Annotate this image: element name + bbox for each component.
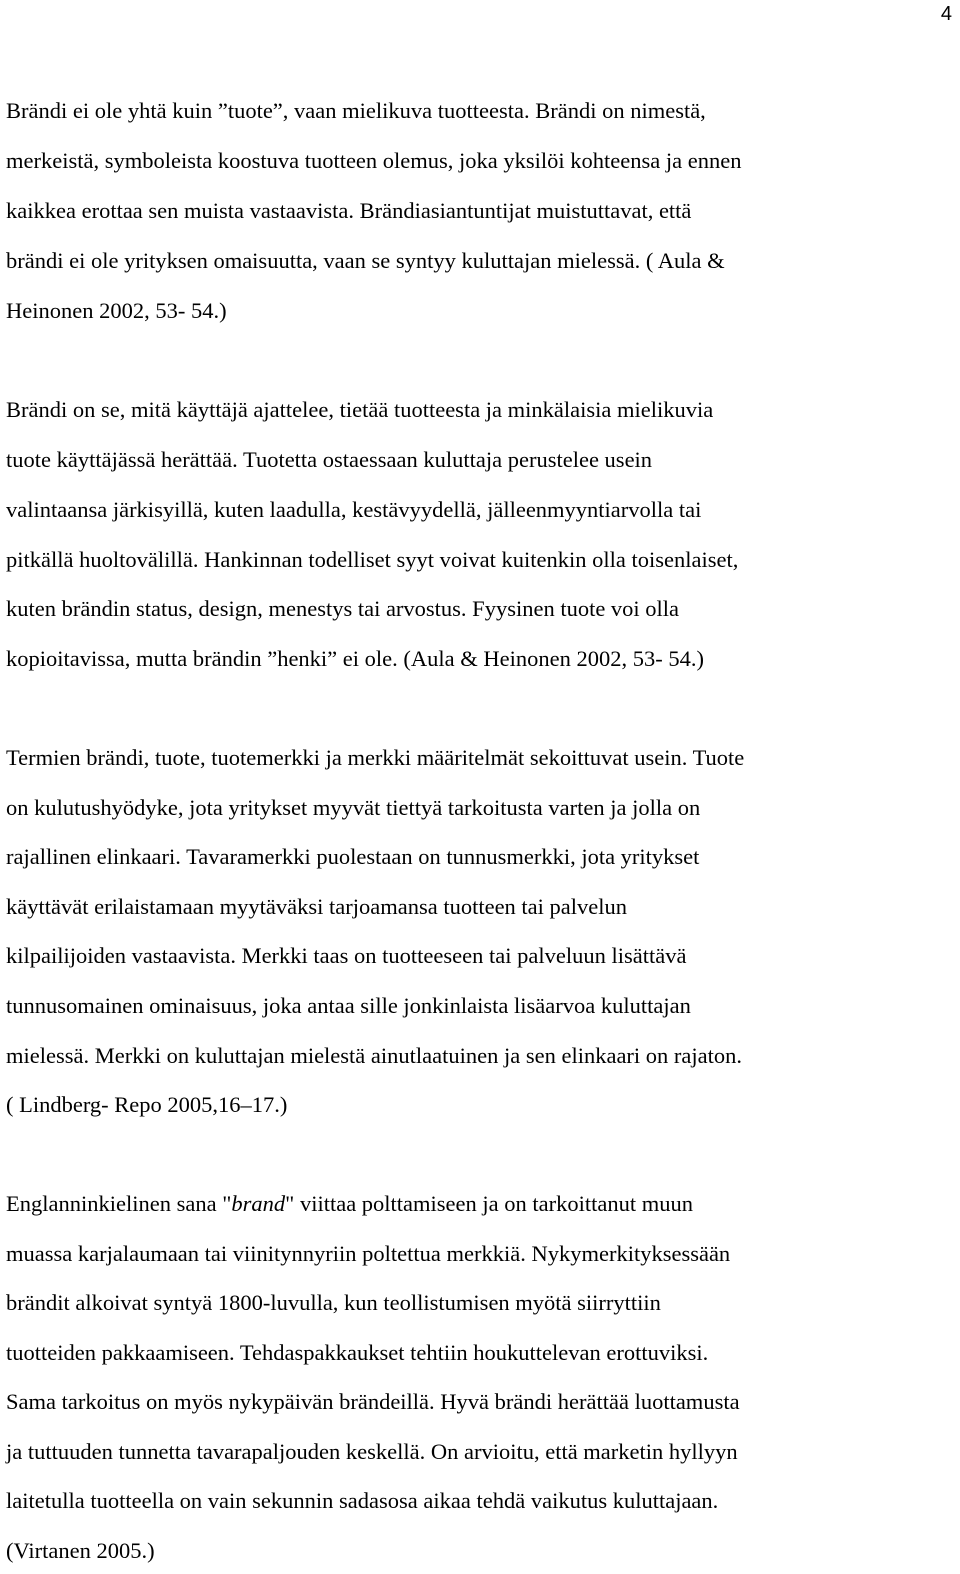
paragraph-line: tunnusomainen ominaisuus, joka antaa sille jonkinlaista lisäarvoa kuluttajan bbox=[6, 993, 691, 1018]
paragraph-line: tuotteiden pakkaamiseen. Tehdaspakkaukset tehtiin houkuttelevan erottuviksi. bbox=[6, 1340, 709, 1365]
paragraph-line: Termien brändi, tuote, tuotemerkki ja merkki määritelmät sekoittuvat usein. Tuote bbox=[6, 745, 745, 770]
page-number: 4 bbox=[940, 3, 952, 25]
paragraph-line: pitkällä huoltovälillä. Hankinnan todelliset syyt voivat kuitenkin olla toisenlaiset, bbox=[6, 547, 739, 572]
text-run: Englanninkielinen sana " bbox=[6, 1191, 232, 1216]
paragraph-line: valintaansa järkisyillä, kuten laadulla, kestävyydellä, jälleenmyyntiarvolla tai bbox=[6, 497, 702, 522]
paragraph-line: kuten brändin status, design, menestys tai arvostus. Fyysinen tuote voi olla bbox=[6, 596, 680, 621]
paragraph-line: brändit alkoivat syntyä 1800-luvulla, kun teollistumisen myötä siirryttiin bbox=[6, 1290, 661, 1315]
paragraph-line: muassa karjalaumaan tai viinitynnyriin poltettua merkkiä. Nykymerkityksessään bbox=[6, 1241, 731, 1266]
paragraph-line: käyttävät erilaistamaan myytäväksi tarjoamansa tuotteen tai palvelun bbox=[6, 894, 628, 919]
text-run: " viittaa polttamiseen ja on tarkoittanut muun bbox=[285, 1191, 693, 1216]
paragraph-line: brändi ei ole yrityksen omaisuutta, vaan se syntyy kuluttajan mielessä. ( Aula & bbox=[6, 248, 725, 273]
paragraph-line: Sama tarkoitus on myös nykypäivän brändeillä. Hyvä brändi herättää luottamusta bbox=[6, 1389, 740, 1414]
paragraph-line: tuote käyttäjässä herättää. Tuotetta ostaessaan kuluttaja perustelee usein bbox=[6, 447, 653, 472]
paragraph-line: Brändi ei ole yhtä kuin ”tuote”, vaan mielikuva tuotteesta. Brändi on nimestä, bbox=[6, 98, 706, 123]
paragraph-line: ( Lindberg- Repo 2005,16–17.) bbox=[6, 1092, 288, 1117]
paragraph-line: (Virtanen 2005.) bbox=[6, 1538, 155, 1563]
italic-term: brand bbox=[231, 1191, 286, 1216]
paragraph-line: mielessä. Merkki on kuluttajan mielestä ainutlaatuinen ja sen elinkaari on rajaton. bbox=[6, 1043, 743, 1068]
paragraph-line: kopioitavissa, mutta brändin ”henki” ei ole. (Aula & Heinonen 2002, 53- 54.) bbox=[6, 646, 704, 671]
paragraph-line: ja tuttuuden tunnetta tavarapaljouden keskellä. On arvioitu, että marketin hyllyyn bbox=[6, 1439, 738, 1464]
paragraph-line: merkeistä, symboleista koostuva tuotteen olemus, joka yksilöi kohteensa ja ennen bbox=[6, 148, 742, 173]
paragraph-line: rajallinen elinkaari. Tavaramerkki puolestaan on tunnusmerkki, jota yritykset bbox=[6, 844, 700, 869]
paragraph-line: kilpailijoiden vastaavista. Merkki taas on tuotteeseen tai palveluun lisättävä bbox=[6, 943, 687, 968]
paragraph-line bbox=[6, 1189, 693, 1219]
paragraph-line: Brändi on se, mitä käyttäjä ajattelee, tietää tuotteesta ja minkälaisia mielikuvia bbox=[6, 397, 714, 422]
paragraph-line: Heinonen 2002, 53- 54.) bbox=[6, 298, 227, 323]
paragraph-line: kaikkea erottaa sen muista vastaavista. Brändiasiantuntijat muistuttavat, että bbox=[6, 198, 692, 223]
paragraph-line: on kulutushyödyke, jota yritykset myyvät tiettyä tarkoitusta varten ja jolla on bbox=[6, 795, 701, 820]
paragraph-line: laitetulla tuotteella on vain sekunnin sadasosa aikaa tehdä vaikutus kuluttajaan. bbox=[6, 1488, 719, 1513]
